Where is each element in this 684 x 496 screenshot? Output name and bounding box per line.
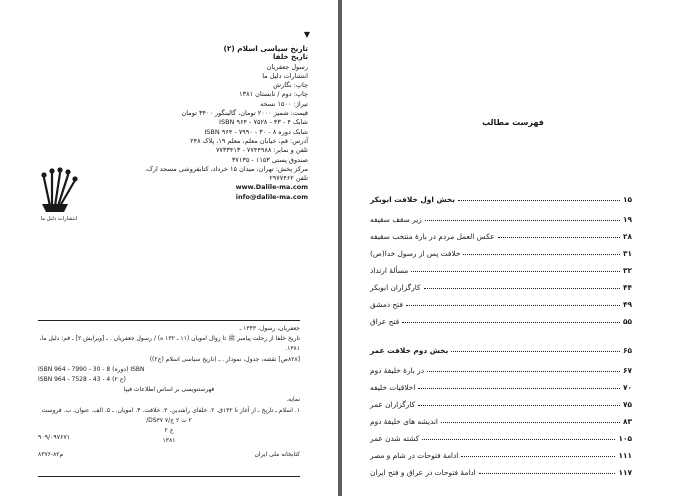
cip-physical: [۸۲۸ص] نقشه، جدول، نمودار . ـ (تاریخ سیاسی اسلام (ج۲)): [149, 355, 300, 363]
toc-page-number: ۱۰۵: [618, 434, 632, 443]
publisher-logo: [38, 160, 80, 222]
toc-page-number: ۱۱۷: [618, 468, 632, 477]
toc-item-label: فتح دمشق: [370, 300, 403, 309]
toc-leader: [479, 473, 616, 474]
toc-leader: [424, 288, 620, 289]
printer: چاپ: نگارش: [273, 81, 308, 90]
cip-ddc: ۹۰۹/۰۹۷۶۷۱: [38, 434, 70, 441]
toc-page-number: ۴۹: [622, 300, 632, 309]
toc-page-number: ۱۵: [622, 195, 632, 204]
cip-footer: [38, 450, 300, 460]
toc-item-label: اخلاقیات خلیفه: [370, 383, 416, 392]
toc-item-label: کارگزاران ابوبکر: [370, 283, 421, 292]
cip-title: تاریخ خلفا از رحلت پیامبر ﷺ تا زوال امویان (۱۱ ـ ۱۳۲ ه) / رسول جعفریان . ـ [ویرایش ۲] ـ قم: دلیل ما، ۱۳۸۱.: [39, 335, 300, 353]
toc-item[interactable]: [370, 278, 632, 292]
toc-item-label: خلافت پس از رسول خدا(ص): [370, 249, 461, 258]
toc-item[interactable]: [370, 361, 632, 375]
toc-page-number: ۲۸: [622, 232, 632, 241]
toc-item-label: عکس العمل مردم در بارهٔ منتخب سقیفه: [370, 232, 495, 241]
edition: چاپ: دوم / تابستان ۱۳۸۱: [239, 90, 308, 99]
right-page: [342, 0, 684, 496]
author: رسول جعفریان: [266, 62, 308, 71]
divider-bottom: [38, 476, 300, 477]
toc-leader: [498, 237, 620, 238]
toc-item[interactable]: [370, 412, 632, 426]
cip-class: ۲ ت ۲ ج/۷ DS۳۷/: [146, 416, 192, 424]
toc-leader: [458, 200, 620, 201]
toc-page-number: ۷۵: [622, 400, 632, 409]
toc-section-2[interactable]: [370, 341, 632, 355]
left-page: [0, 0, 338, 496]
toc-item[interactable]: [370, 210, 632, 224]
toc-title: فهرست مطالب: [482, 118, 544, 127]
toc-leader: [402, 322, 620, 323]
toc-section-title: بخش دوم خلافت عمر: [370, 346, 449, 355]
colophon: [138, 30, 310, 202]
toc-item[interactable]: [370, 261, 632, 275]
toc-item-label: مسألهٔ ارتداد: [370, 266, 409, 275]
toc-item[interactable]: [370, 463, 632, 477]
cip-volume: ج ۲: [164, 427, 174, 435]
distribution-center: مرکز پخش: تهران، میدان ۱۵ خرداد، کتابفروشی مسجد ارک، تلفن ۲۹۷۷۴۶۲: [144, 164, 308, 183]
toc-page-number: ۶۷: [622, 366, 632, 375]
logo-text: انتشارات دلیل ما: [40, 216, 78, 222]
cip-fipa: فهرستنویسی بر اساس اطلاعات فیپا: [123, 386, 215, 394]
toc-leader: [463, 254, 620, 255]
toc-leader: [406, 305, 620, 306]
toc-item[interactable]: [370, 227, 632, 241]
phone: تلفن و نمابر: ۷۷۴۴۹۸۸ - ۷۷۳۳۴۱۳: [215, 146, 308, 155]
email: info@dalile-ma.com: [235, 192, 308, 201]
toc-item[interactable]: [370, 429, 632, 443]
toc-leader: [451, 351, 620, 352]
circulation: تیراژ: ۱۵۰۰ نسخه: [260, 99, 308, 108]
cip-record-number: م۸۲-۸۳۷۶: [38, 451, 64, 459]
toc-page-number: ۳۱: [622, 249, 632, 258]
toc-item-label: ادامهٔ فتوحات در شام و مصر: [370, 451, 459, 460]
toc-page-number: ۸۳: [622, 417, 632, 426]
isbn-set: شابک دوره ۸ - ۳۰ - ۷۹۹۰ - ۹۶۴ ISBN: [204, 127, 308, 136]
toc-item-label: زیر سقف سقیفه: [370, 215, 422, 224]
website: www.Dalile-ma.com: [235, 183, 308, 192]
toc-page-number: ۷۰: [622, 383, 632, 392]
price: قیمت: شمیز ۲۰۰۰ تومان، گالینگور ۳۴۰۰ تومان: [181, 109, 308, 118]
toc-item[interactable]: [370, 312, 632, 326]
toc-page-number: ۱۱۱: [618, 451, 632, 460]
cip-record: [38, 324, 300, 461]
toc-item-label: کشته شدن عمر: [370, 434, 420, 443]
toc-page-number: ۳۲: [622, 266, 632, 275]
publisher: انتشارات دلیل ما: [262, 71, 308, 80]
isbn-volume: شابک ۴ - ۴۳ - ۷۵۲۸ - ۹۶۴ ISBN: [219, 118, 308, 127]
toc-item[interactable]: [370, 446, 632, 460]
toc-item[interactable]: [370, 244, 632, 258]
toc-leader: [418, 405, 620, 406]
toc-leader: [422, 439, 615, 440]
divider-top: [38, 320, 300, 321]
cip-subjects: ۱. اسلام ـ تاریخ ـ از آغاز تا ۱۳۲ق. ۲. خلفای راشدین. ۳. خلافت. ۴. امویان. ـ ۵. الف. عنوان. ب. فروست: [41, 406, 300, 414]
toc-section-title: بخش اول خلافت ابوبکر: [370, 195, 456, 204]
cip-library: کتابخانه ملی ایران: [254, 451, 300, 459]
toc-leader: [461, 456, 615, 457]
toc-page-number: ۱۹: [622, 215, 632, 224]
toc-page-number: ۵۵: [622, 317, 632, 326]
toc-page-number: ۴۴: [622, 283, 632, 292]
toc-item-label: کارگزاران عمر: [370, 400, 416, 409]
toc-leader: [441, 422, 620, 423]
cip-year: ۱۳۸۱: [162, 437, 176, 445]
toc-leader: [411, 271, 620, 272]
triangle-marker-icon: ▼: [303, 30, 310, 39]
toc-item[interactable]: [370, 378, 632, 392]
toc-item-label: فتح عراق: [370, 317, 400, 326]
toc-item-label: ادامهٔ فتوحات در عراق و فتح ایران: [370, 468, 476, 477]
toc-section-1[interactable]: [370, 190, 632, 204]
toc-item-label: در بارهٔ خلیفهٔ دوم: [370, 366, 425, 375]
toc-page-number: ۶۵: [622, 346, 632, 355]
toc-leader: [418, 388, 620, 389]
cip-isbn-set: ISBN 964 - 7990 - 30 - 8 (دوره) ISBN: [38, 365, 145, 373]
cip-index: نمایه.: [286, 396, 300, 404]
cip-author: جعفریان، رسول، ۱۳۴۳ ـ: [239, 325, 300, 332]
address: آدرس: قم، خیابان معلم، معلم ۱۹، پلاک ۲۴۸: [190, 136, 308, 145]
toc-item[interactable]: [370, 395, 632, 409]
book-subtitle: تاریخ خلفا: [273, 53, 308, 62]
toc-leader: [427, 371, 620, 372]
po-box: صندوق پستی ۱۱۵۳ - ۳۷۱۳۵: [231, 155, 308, 164]
cip-isbn-volume: ISBN 964 - 7528 - 43 - 4 (ج ۲): [38, 376, 126, 384]
toc-item-label: اندیشه های خلیفهٔ دوم: [370, 417, 438, 426]
toc-leader: [425, 220, 620, 221]
book-title: تاریخ سیاسی اسلام (۲): [223, 44, 308, 53]
toc-item[interactable]: [370, 295, 632, 309]
